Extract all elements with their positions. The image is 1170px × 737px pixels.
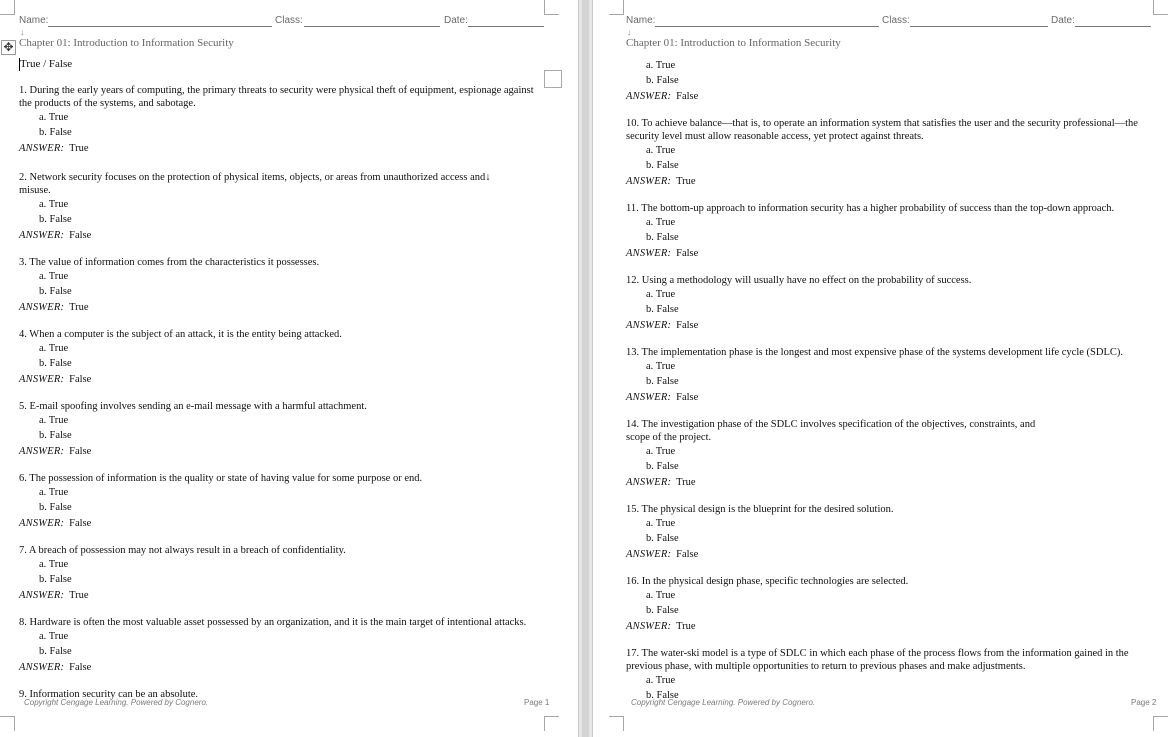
name-label: Name: bbox=[19, 15, 49, 26]
answer-line bbox=[626, 175, 1154, 189]
answer-value: False bbox=[676, 392, 699, 403]
answer-line bbox=[19, 589, 547, 603]
answer-line bbox=[19, 517, 547, 531]
option-a[interactable]: a. True bbox=[39, 487, 69, 498]
answer-line bbox=[626, 620, 1154, 634]
date-label: Date: bbox=[1051, 15, 1075, 26]
class-label: Class: bbox=[882, 15, 910, 26]
answer-line bbox=[19, 373, 547, 387]
question-item bbox=[19, 400, 547, 459]
footer-copyright: Copyright Cengage Learning. Powered by Cognero. bbox=[631, 698, 816, 707]
question-text: 6. The possession of information is the quality or state of having value for some purpose or end. bbox=[19, 473, 423, 484]
answer-value: False bbox=[69, 518, 92, 529]
option-a[interactable]: a. True bbox=[646, 446, 676, 457]
option-b[interactable]: b. False bbox=[646, 75, 679, 86]
question-text: 3. The value of information comes from the characteristics it possesses. bbox=[19, 257, 320, 268]
question-text: 16. In the physical design phase, specific technologies are selected. bbox=[626, 576, 909, 587]
question-text: 5. E-mail spoofing involves sending an e-mail message with a harmful attachment. bbox=[19, 401, 367, 412]
option-a[interactable]: a. True bbox=[646, 145, 676, 156]
question-item bbox=[19, 328, 547, 387]
answer-line bbox=[19, 661, 547, 675]
question-text: 10. To achieve balance—that is, to operate an information system that satisfies the user and the security professional—the security level must allow reasonable access, yet protect against threats. bbox=[626, 118, 1138, 142]
crop-mark bbox=[0, 716, 15, 731]
name-field[interactable] bbox=[48, 26, 272, 27]
crop-mark bbox=[1153, 0, 1168, 15]
question-item bbox=[626, 202, 1154, 261]
option-b[interactable]: b. False bbox=[646, 376, 679, 387]
answer-label: ANSWER: bbox=[19, 143, 65, 154]
answer-label: ANSWER: bbox=[19, 590, 65, 601]
question-item bbox=[626, 418, 1154, 490]
paragraph-mark: ↓ bbox=[20, 27, 25, 37]
option-b[interactable]: b. False bbox=[646, 461, 679, 472]
answer-value: True bbox=[69, 143, 89, 154]
answer-line bbox=[626, 391, 1154, 405]
chapter-title: Chapter 01: Introduction to Information Security bbox=[626, 37, 841, 49]
scrollbar-track[interactable] bbox=[582, 0, 589, 737]
answer-line bbox=[19, 229, 547, 243]
answer-line bbox=[626, 319, 1154, 333]
answer-value: True bbox=[69, 590, 89, 601]
answer-label: ANSWER: bbox=[626, 176, 672, 187]
question-item bbox=[626, 274, 1154, 333]
crop-mark bbox=[544, 0, 559, 15]
question-item bbox=[626, 117, 1154, 189]
answer-value: False bbox=[676, 320, 699, 331]
option-b[interactable]: b. False bbox=[646, 232, 679, 243]
document-page-2 bbox=[593, 0, 1170, 737]
answer-label: ANSWER: bbox=[19, 302, 65, 313]
question-item bbox=[626, 575, 1154, 634]
class-label: Class: bbox=[275, 15, 303, 26]
option-a[interactable]: a. True bbox=[646, 590, 676, 601]
question-item bbox=[626, 503, 1154, 562]
answer-label: ANSWER: bbox=[626, 477, 672, 488]
question-item bbox=[19, 171, 547, 243]
option-b[interactable]: b. False bbox=[646, 605, 679, 616]
answer-label: ANSWER: bbox=[626, 549, 672, 560]
option-a[interactable]: a. True bbox=[39, 271, 69, 282]
answer-line bbox=[626, 247, 1154, 261]
answer-value: False bbox=[676, 549, 699, 560]
class-field[interactable] bbox=[304, 26, 440, 27]
footer-page-number: Page 2 bbox=[1131, 698, 1157, 707]
option-a[interactable]: a. True bbox=[646, 361, 676, 372]
option-a[interactable]: a. True bbox=[39, 343, 69, 354]
question-item bbox=[19, 256, 547, 315]
option-b[interactable]: b. False bbox=[39, 286, 72, 297]
answer-value: False bbox=[676, 248, 699, 259]
date-field[interactable] bbox=[1075, 26, 1151, 27]
footer-copyright: Copyright Cengage Learning. Powered by Cognero. bbox=[24, 698, 209, 707]
date-label: Date: bbox=[444, 15, 468, 26]
question-text: 17. The water-ski model is a type of SDLC in which each phase of the process flows from the information gained in the previous phase, with multiple opportunities to return to previous phases and make adjustments. bbox=[626, 648, 1129, 672]
question-list-page-1 bbox=[19, 84, 547, 701]
answer-value: False bbox=[69, 446, 92, 457]
answer-label: ANSWER: bbox=[19, 374, 65, 385]
date-field[interactable] bbox=[468, 26, 544, 27]
answer-label: ANSWER: bbox=[626, 392, 672, 403]
crop-mark bbox=[609, 716, 624, 731]
question-text: 13. The implementation phase is the longest and most expensive phase of the systems development life cycle (SDLC). bbox=[626, 347, 1123, 358]
answer-label: ANSWER: bbox=[626, 320, 672, 331]
chapter-title: Chapter 01: Introduction to Information Security bbox=[19, 37, 234, 49]
section-title: True / False bbox=[20, 58, 73, 70]
question-text: 2. Network security focuses on the protection of physical items, objects, or areas from unauthorized access and↓ misuse. bbox=[19, 172, 491, 196]
class-field[interactable] bbox=[910, 26, 1048, 27]
answer-value: True bbox=[676, 477, 696, 488]
option-b[interactable]: b. False bbox=[39, 646, 72, 657]
question-text: 7. A breach of possession may not always result in a breach of confidentiality. bbox=[19, 545, 346, 556]
option-a[interactable]: a. True bbox=[39, 631, 69, 642]
answer-label: ANSWER: bbox=[19, 662, 65, 673]
option-a[interactable]: a. True bbox=[646, 289, 676, 300]
answer-value: False bbox=[676, 91, 699, 102]
crop-mark bbox=[609, 0, 624, 15]
option-a[interactable]: a. True bbox=[646, 217, 676, 228]
option-b[interactable]: b. False bbox=[646, 304, 679, 315]
question-item bbox=[626, 647, 1154, 703]
question-text: 15. The physical design is the blueprint for the desired solution. bbox=[626, 504, 894, 515]
option-b[interactable]: b. False bbox=[39, 214, 72, 225]
answer-value: False bbox=[69, 662, 92, 673]
option-b[interactable]: b. False bbox=[646, 160, 679, 171]
page-gutter bbox=[578, 0, 593, 737]
option-b[interactable]: b. False bbox=[646, 690, 679, 701]
question-item bbox=[19, 544, 547, 603]
answer-value: True bbox=[676, 176, 696, 187]
answer-line bbox=[19, 142, 547, 156]
answer-value: True bbox=[676, 621, 696, 632]
answer-label: ANSWER: bbox=[626, 91, 672, 102]
answer-label: ANSWER: bbox=[19, 230, 65, 241]
option-b[interactable]: b. False bbox=[646, 533, 679, 544]
option-a[interactable]: a. True bbox=[646, 675, 676, 686]
question-item bbox=[626, 346, 1154, 405]
crop-mark bbox=[0, 0, 15, 15]
answer-label: ANSWER: bbox=[626, 621, 672, 632]
option-b[interactable]: b. False bbox=[39, 502, 72, 513]
answer-line bbox=[626, 90, 1154, 104]
name-field[interactable] bbox=[655, 26, 879, 27]
name-label: Name: bbox=[626, 15, 656, 26]
question-text: 8. Hardware is often the most valuable asset possessed by an organization, and it is the main target of intentional attacks. bbox=[19, 617, 527, 628]
table-move-handle-icon[interactable]: ✥ bbox=[1, 40, 16, 55]
footer-page-number: Page 1 bbox=[524, 698, 550, 707]
paragraph-mark: ↓ bbox=[627, 27, 632, 37]
question-item-continued bbox=[626, 59, 1154, 104]
question-item bbox=[19, 616, 547, 675]
crop-mark bbox=[1153, 716, 1168, 731]
option-a[interactable]: a. True bbox=[39, 559, 69, 570]
answer-line bbox=[626, 548, 1154, 562]
option-b[interactable]: b. False bbox=[39, 430, 72, 441]
question-text: 9. Information security can be an absolute. bbox=[19, 689, 199, 700]
answer-line bbox=[19, 301, 547, 315]
option-b[interactable]: b. False bbox=[39, 574, 72, 585]
question-text: 14. The investigation phase of the SDLC involves specification of the objectives, constraints, and scope of the project. bbox=[626, 419, 1036, 443]
answer-line bbox=[19, 445, 547, 459]
option-a[interactable]: a. True bbox=[646, 60, 676, 71]
crop-mark bbox=[544, 716, 559, 731]
question-text: 12. Using a methodology will usually have no effect on the probability of success. bbox=[626, 275, 972, 286]
option-a[interactable]: a. True bbox=[39, 415, 69, 426]
option-b[interactable]: b. False bbox=[39, 358, 72, 369]
question-item bbox=[19, 472, 547, 531]
question-item bbox=[19, 84, 547, 156]
option-a[interactable]: a. True bbox=[39, 199, 69, 210]
option-b[interactable]: b. False bbox=[39, 127, 72, 138]
answer-line bbox=[626, 476, 1154, 490]
option-a[interactable]: a. True bbox=[39, 112, 69, 123]
answer-value: False bbox=[69, 374, 92, 385]
question-text: 4. When a computer is the subject of an attack, it is the entity being attacked. bbox=[19, 329, 342, 340]
answer-value: False bbox=[69, 230, 92, 241]
question-text: 11. The bottom-up approach to information security has a higher probability of success than the top-down approach. bbox=[626, 203, 1115, 214]
answer-value: True bbox=[69, 302, 89, 313]
question-list-page-2 bbox=[626, 58, 1154, 703]
answer-label: ANSWER: bbox=[19, 518, 65, 529]
answer-label: ANSWER: bbox=[626, 248, 672, 259]
document-page-1 bbox=[0, 0, 578, 737]
question-text: 1. During the early years of computing, the primary threats to security were physical theft of equipment, espionage against the products of the systems, and sabotage. bbox=[19, 85, 534, 109]
answer-label: ANSWER: bbox=[19, 446, 65, 457]
option-a[interactable]: a. True bbox=[646, 518, 676, 529]
